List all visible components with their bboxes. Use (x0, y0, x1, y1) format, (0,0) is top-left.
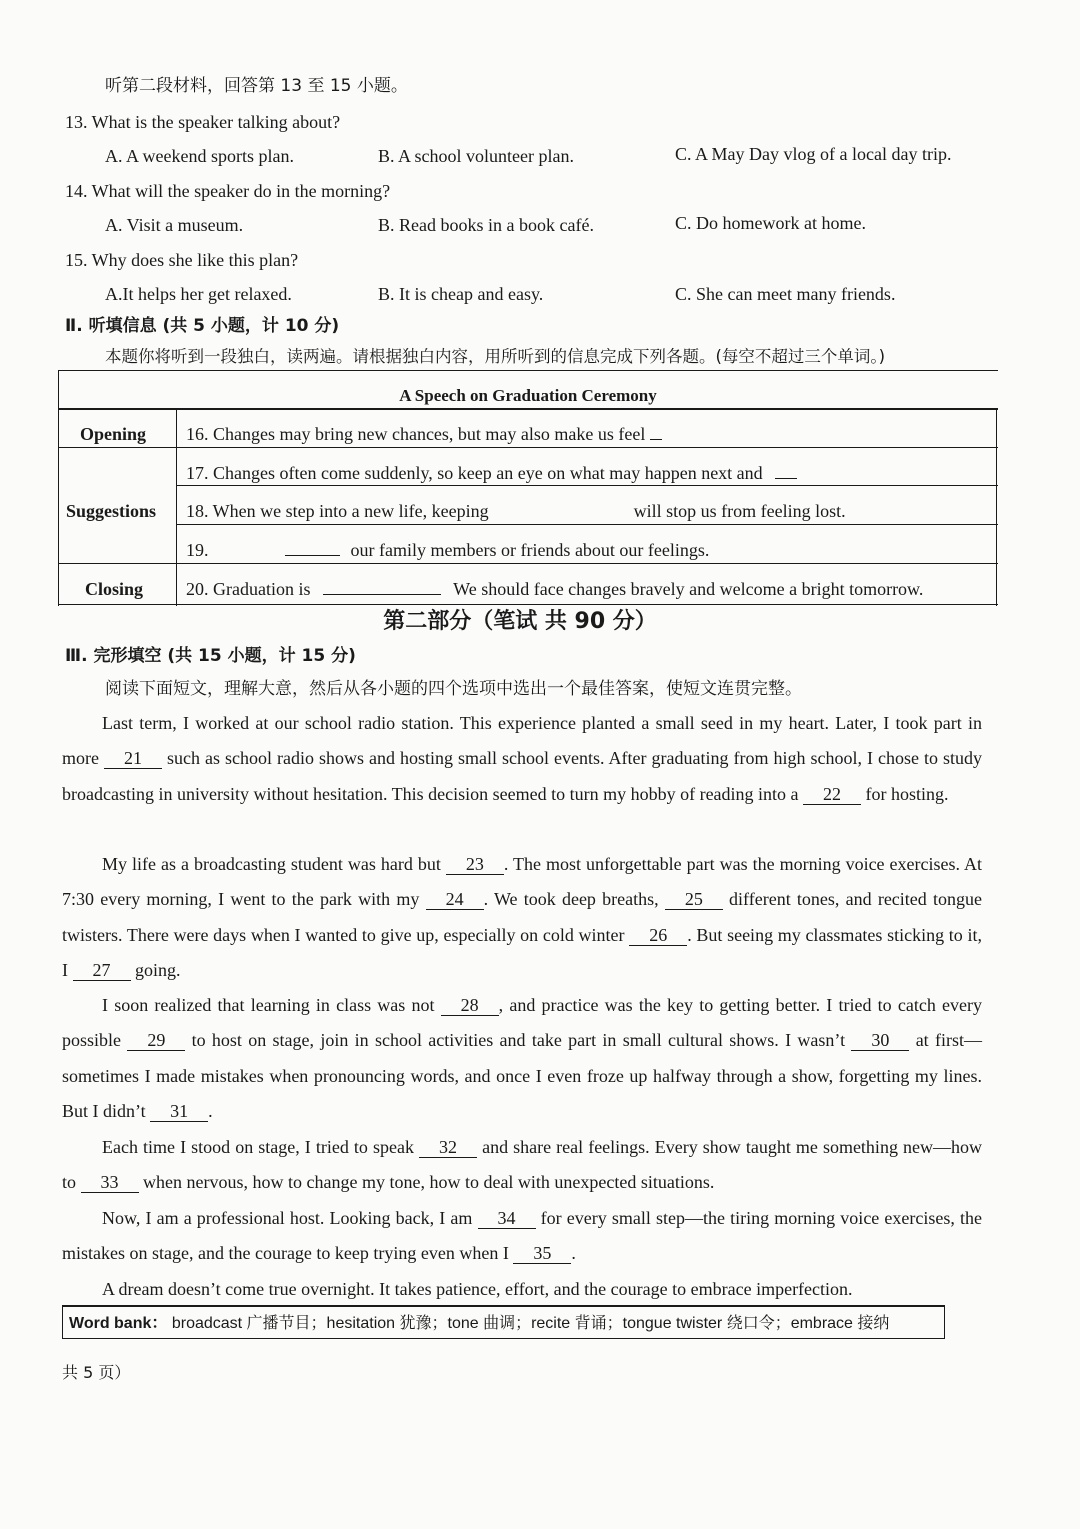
paragraph-text: for every small step—the tiring morning voice exercises, the mistakes on stage, and the courage to keep trying even when I (62, 1208, 982, 1264)
row-19-text-a: 19. (186, 540, 209, 560)
listening-info-table (58, 370, 998, 606)
paragraph-text: Last term, I worked at our school radio station. This experience planted a small seed in my heart. Later, I took part in more (62, 713, 982, 769)
blank-19[interactable] (285, 554, 340, 556)
cloze-blank-33[interactable]: 33 (81, 1173, 139, 1193)
word-bank-entries: broadcast 广播节目；hesitation 犹豫；tone 曲调；recite 背诵；tongue twister 绕口令；embrace 接纳 (171, 1315, 890, 1332)
passage-paragraph-5 (62, 1201, 982, 1272)
row-17 (186, 462, 797, 484)
passage-paragraph-6 (62, 1272, 982, 1307)
section-ii-instruction: 本题你将听到一段独白，读两遍。请根据独白内容，用所听到的信息完成下列各题。(每空不超过三个单词。) (105, 347, 886, 366)
question-13: 13. What is the speaker talking about? (65, 112, 341, 132)
blank-16[interactable] (650, 438, 662, 440)
paragraph-text: and share real feelings. Every show taught me something new—how to (62, 1137, 982, 1193)
paragraph-text: My life as a broadcasting student was hard but (102, 854, 446, 874)
row-18-text-b: will stop us from feeling lost. (633, 501, 846, 521)
row-16 (186, 423, 662, 445)
row-18 (186, 500, 846, 522)
row-17-text: 17. Changes often come suddenly, so keep an eye on what may happen next and (186, 463, 763, 483)
paragraph-text: Each time I stood on stage, I tried to speak (102, 1137, 420, 1157)
paragraph-text: different tones, and recited tongue twisters. There were days when I wanted to give up, especially on cold winter (62, 889, 982, 945)
row-19 (186, 539, 709, 561)
section-iii-title: Ⅲ. 完形填空 (共 15 小题，计 15 分) (65, 646, 356, 666)
paragraph-text: . But seeing my classmates sticking to it, I (62, 924, 982, 980)
paragraph-6-text: A dream doesn’t come true overnight. It takes patience, effort, and the courage to embrace imperfection. (102, 1279, 853, 1299)
question-15: 15. Why does she like this plan? (65, 250, 299, 270)
q15-option-c: C. She can meet many friends. (675, 284, 896, 304)
label-closing: Closing (85, 579, 144, 599)
passage-paragraph-4 (62, 1130, 982, 1201)
row-20-text-b: We should face changes bravely and welcome a bright tomorrow. (453, 579, 924, 599)
cloze-blank-26[interactable]: 26 (629, 926, 687, 946)
paragraph-text: for hosting. (861, 783, 949, 804)
q14-option-c: C. Do homework at home. (675, 213, 866, 233)
row-19-text-b: our family members or friends about our feelings. (350, 540, 710, 560)
cloze-blank-21[interactable]: 21 (104, 749, 162, 769)
row-20 (186, 578, 923, 600)
cloze-blank-27[interactable]: 27 (73, 961, 131, 981)
cloze-blank-31[interactable]: 31 (150, 1102, 208, 1122)
cloze-blank-22[interactable]: 22 (803, 785, 861, 805)
paragraph-text: I soon realized that learning in class was not (102, 995, 441, 1015)
q15-option-a: A.It helps her get relaxed. (105, 284, 292, 304)
cloze-blank-24[interactable]: 24 (426, 890, 484, 910)
cloze-blank-32[interactable]: 32 (419, 1138, 477, 1158)
blank-17[interactable] (775, 477, 797, 479)
word-bank (62, 1305, 945, 1339)
part2-title: 第二部分（笔试 共 90 分） (383, 609, 657, 634)
question-14: 14. What will the speaker do in the morning? (65, 181, 391, 201)
cloze-blank-29[interactable]: 29 (127, 1031, 185, 1051)
passage-paragraph-2 (62, 847, 982, 988)
cloze-blank-28[interactable]: 28 (441, 996, 499, 1016)
table-title: A Speech on Graduation Ceremony (399, 386, 657, 405)
passage-paragraph-1 (62, 706, 982, 812)
cloze-blank-35[interactable]: 35 (513, 1244, 571, 1264)
row-20-text-a: 20. Graduation is (186, 579, 311, 599)
section-iii-instruction: 阅读下面短文，理解大意，然后从各小题的四个选项中选出一个最佳答案，使短文连贯完整。 (105, 679, 802, 699)
passage-paragraph-3 (62, 988, 982, 1129)
paragraph-text: to host on stage, join in school activities and take part in small cultural shows. I wasn’t (185, 1030, 852, 1051)
paragraph-text: , and practice was the key to getting better. I tried to catch every possible (62, 995, 982, 1051)
paragraph-text: when nervous, how to change my tone, how to deal with unexpected situations. (138, 1172, 715, 1193)
row-18-text-a: 18. When we step into a new life, keeping (186, 501, 489, 521)
q13-option-b: B. A school volunteer plan. (378, 146, 574, 166)
q13-option-c: C. A May Day vlog of a local day trip. (675, 144, 952, 164)
paragraph-text: going. (130, 959, 181, 980)
label-suggestions: Suggestions (66, 501, 157, 521)
cloze-blank-30[interactable]: 30 (851, 1031, 909, 1051)
paragraph-text: at first—sometimes I made mistakes when pronouncing words, and once I even froze up halfway through a show, forgetting my lines. But I didn’t (62, 1030, 982, 1121)
cloze-blank-23[interactable]: 23 (446, 855, 504, 875)
cloze-blank-25[interactable]: 25 (665, 890, 723, 910)
section-ii-title: Ⅱ. 听填信息 (共 5 小题，计 10 分) (65, 316, 340, 336)
row-16-text: 16. Changes may bring new chances, but may also make us feel (186, 424, 646, 444)
q14-option-b: B. Read books in a book café. (378, 215, 594, 235)
paragraph-text: . (208, 1100, 213, 1121)
word-bank-label: Word bank： (69, 1315, 168, 1332)
q15-option-b: B. It is cheap and easy. (378, 284, 544, 304)
paragraph-text: Now, I am a professional host. Looking back, I am (102, 1208, 478, 1228)
page-footer: 共 5 页） (62, 1363, 131, 1382)
paragraph-text: . We took deep breaths, (483, 889, 665, 910)
q13-option-a: A. A weekend sports plan. (105, 146, 294, 166)
label-opening: Opening (80, 424, 147, 444)
cloze-blank-34[interactable]: 34 (478, 1209, 536, 1229)
paragraph-text: . (571, 1243, 576, 1264)
paragraph-text: . The most unforgettable part was the morning voice exercises. At 7:30 every morning, I went to the park with my (62, 854, 982, 910)
blank-20[interactable] (323, 593, 441, 595)
q14-option-a: A. Visit a museum. (105, 215, 244, 235)
paragraph-text: such as school radio shows and hosting small school events. After graduating from high school, I chose to study broadcasting in university without hesitation. This decision seemed to turn my hobby of reading into a (62, 748, 982, 804)
listening-part2-intro: 听第二段材料，回答第 13 至 15 小题。 (105, 76, 408, 96)
